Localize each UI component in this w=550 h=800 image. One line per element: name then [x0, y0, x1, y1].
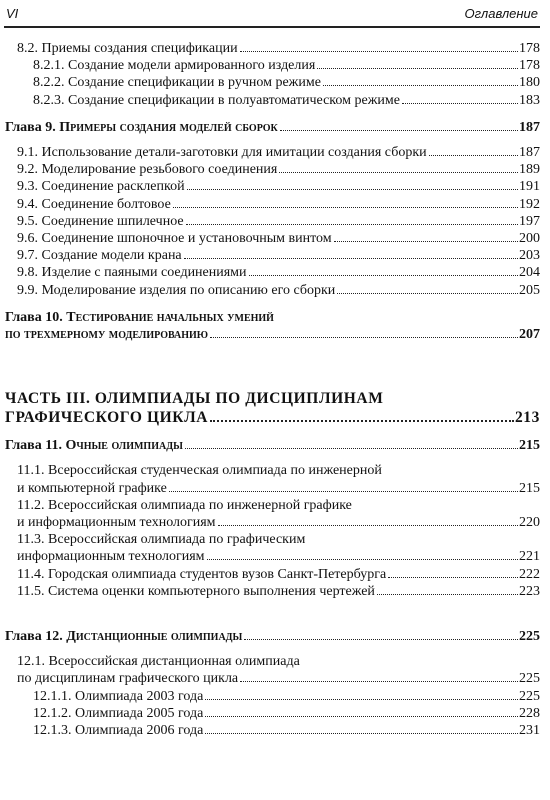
toc-chapter-10[interactable]: Глава 10. Тестирование начальных умений по трехмерному моделированию 207 [5, 309, 540, 343]
toc-entry-11-3[interactable]: 11.3. Всероссийская олимпиада по графическим информационным технологиям 221 [17, 532, 540, 565]
toc-entry-9-1[interactable]: 9.1. Использование детали-заготовки для имитации создания сборки 187 [17, 145, 540, 161]
toc-entry-11-4[interactable]: 11.4. Городская олимпиада студентов вузов Санкт-Петербурга 222 [17, 566, 540, 582]
table-of-contents [5, 40, 540, 739]
toc-entry-9-6[interactable]: 9.6. Соединение шпоночное и установочным винтом 200 [17, 231, 540, 247]
toc-entry-9-2[interactable]: 9.2. Моделирование резьбового соединения 189 [17, 162, 540, 178]
toc-chapter-11[interactable]: Глава 11. Очные олимпиады 215 [5, 438, 540, 454]
toc-entry-8-2-2[interactable]: 8.2.2. Создание спецификации в ручном режиме 180 [33, 75, 540, 91]
toc-entry-12-1-1[interactable]: 12.1.1. Олимпиада 2003 года 225 [33, 688, 540, 704]
running-title: Оглавление [464, 6, 538, 21]
toc-entry-12-1[interactable]: 12.1. Всероссийская дистанционная олимпиада по дисциплинам графического цикла 225 [17, 654, 540, 687]
toc-chapter-12[interactable]: Глава 12. Дистанционные олимпиады 225 [5, 629, 540, 645]
toc-entry-9-3[interactable]: 9.3. Соединение расклепкой 191 [17, 179, 540, 195]
toc-entry-9-8[interactable]: 9.8. Изделие с паяными соединениями 204 [17, 265, 540, 281]
page-number: VI [6, 6, 19, 21]
running-header [4, 2, 540, 28]
toc-entry-9-9[interactable]: 9.9. Моделирование изделия по описанию его сборки 205 [17, 282, 540, 298]
toc-entry-9-5[interactable]: 9.5. Соединение шпилечное 197 [17, 213, 540, 229]
toc-part-3[interactable]: ЧАСТЬ III. ОЛИМПИАДЫ ПО ДИСЦИПЛИНАМ ГРАФИЧЕСКОГО ЦИКЛА 213 [5, 390, 540, 427]
toc-entry-11-1[interactable]: 11.1. Всероссийская студенческая олимпиада по инженерной и компьютерной графике 215 [17, 463, 540, 496]
toc-entry-12-1-2[interactable]: 12.1.2. Олимпиада 2005 года 228 [33, 705, 540, 721]
toc-entry-9-7[interactable]: 9.7. Создание модели крана 203 [17, 248, 540, 264]
toc-entry-8-2-3[interactable]: 8.2.3. Создание спецификации в полуавтоматическом режиме 183 [33, 92, 540, 108]
toc-entry-12-1-3[interactable]: 12.1.3. Олимпиада 2006 года 231 [33, 723, 540, 739]
toc-entry-8-2-1[interactable]: 8.2.1. Создание модели армированного изделия 178 [33, 58, 540, 74]
toc-chapter-9[interactable]: Глава 9. Примеры создания моделей сборок 187 [5, 119, 540, 135]
toc-entry-9-4[interactable]: 9.4. Соединение болтовое 192 [17, 196, 540, 212]
toc-entry-8-2[interactable]: 8.2. Приемы создания спецификации 178 [17, 41, 540, 56]
toc-entry-11-5[interactable]: 11.5. Система оценки компьютерного выполнения чертежей 223 [17, 583, 540, 599]
toc-entry-11-2[interactable]: 11.2. Всероссийская олимпиада по инженерной графике и информационным технологиям 220 [17, 497, 540, 531]
